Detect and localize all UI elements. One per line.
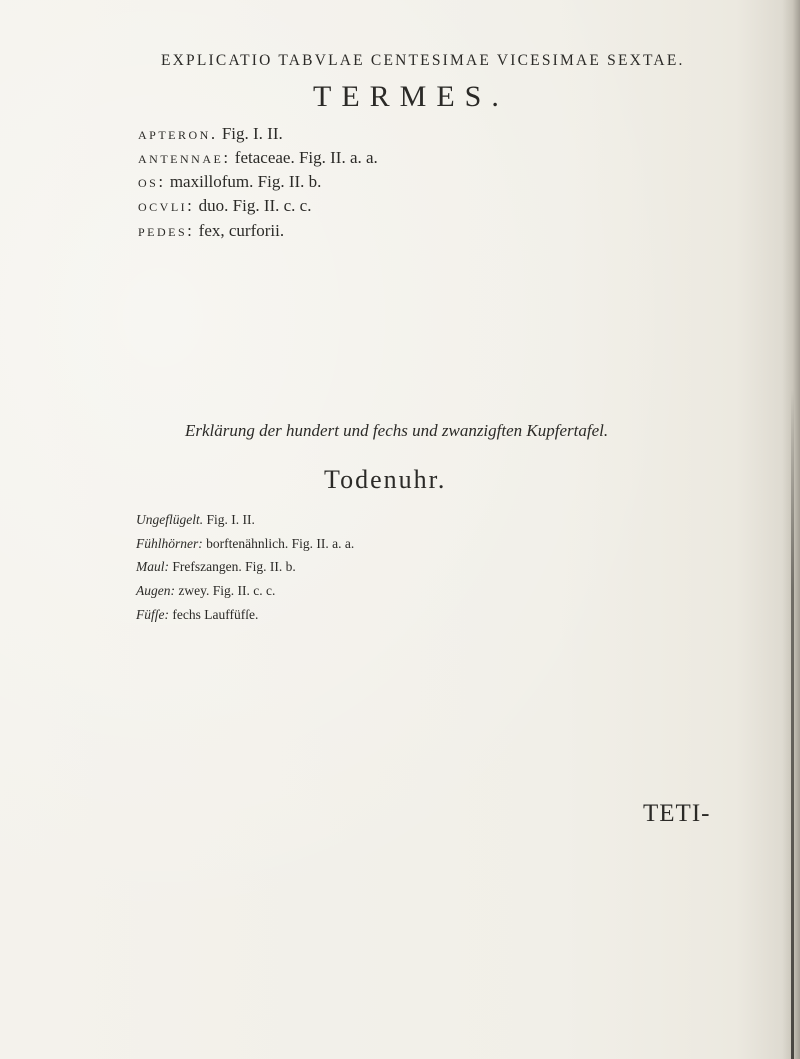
german-entry-label: Augen: — [136, 583, 175, 598]
german-entry-label: Maul: — [136, 559, 169, 574]
latin-entry-label: apteron. — [138, 124, 218, 143]
german-entry-text: fechs Lauffüfſe. — [169, 607, 259, 622]
german-heading: Erklärung der hundert und fechs und zwanzigften Kupfertafel. — [185, 421, 609, 440]
latin-entry — [138, 221, 284, 241]
latin-entry-label: pedes: — [138, 221, 195, 240]
german-entry — [136, 536, 354, 552]
latin-entry-text: fex, curforii. — [194, 221, 285, 240]
german-entry-label: Füfſe: — [136, 607, 169, 622]
german-entry-text: borftenähnlich. Fig. II. a. a. — [202, 536, 355, 551]
latin-entry — [138, 148, 378, 168]
german-entry-text: Frefszangen. Fig. II. b. — [169, 559, 296, 574]
german-entry-text: zwey. Fig. II. c. c. — [174, 583, 276, 598]
latin-entry-label: antennae: — [138, 148, 231, 167]
german-entry-label: Ungeflügelt. — [136, 512, 204, 527]
latin-entry-text: Fig. I. II. — [217, 124, 283, 143]
german-entry-label: Fühlhörner: — [136, 536, 203, 551]
latin-entry — [138, 172, 321, 192]
latin-entry-label: os: — [138, 172, 166, 191]
latin-entry-label: ocvli: — [138, 196, 195, 215]
latin-entry — [138, 124, 283, 144]
latin-entry — [138, 196, 311, 216]
latin-title: TERMES. — [313, 80, 509, 113]
latin-entry-text: fetaceae. Fig. II. a. a. — [230, 148, 378, 167]
page-edge-line — [791, 390, 794, 1059]
german-title: Todenuhr. — [324, 465, 447, 494]
page-header: EXPLICATIO TABVLAE CENTESIMAE VICESIMAE SEXTAE. — [161, 52, 685, 69]
german-entry — [136, 512, 255, 528]
german-entry-text: Fig. I. II. — [203, 512, 255, 527]
catchword: TETI- — [643, 800, 711, 827]
latin-entry-text: maxillofum. Fig. II. b. — [165, 172, 322, 191]
latin-entry-text: duo. Fig. II. c. c. — [194, 196, 312, 215]
german-entry — [136, 607, 258, 623]
german-entry — [136, 559, 296, 575]
german-entry — [136, 583, 275, 599]
